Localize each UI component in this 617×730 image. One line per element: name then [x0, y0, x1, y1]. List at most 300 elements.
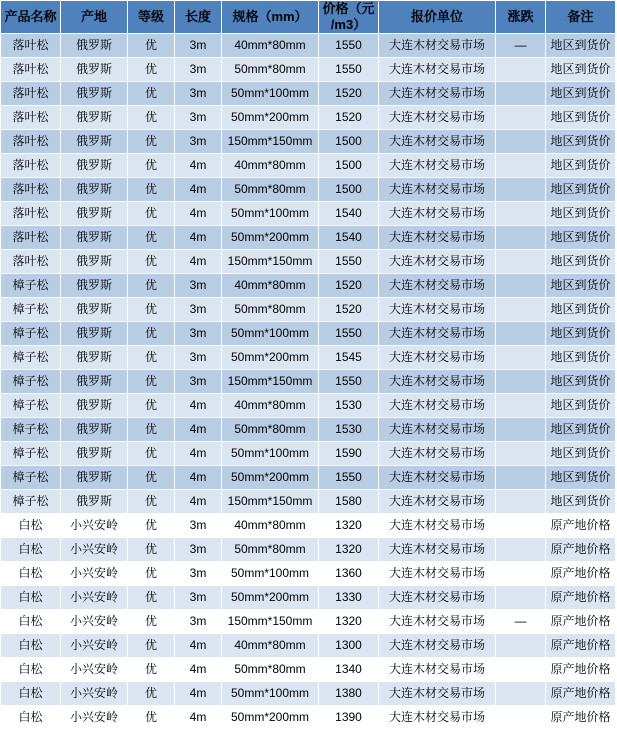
cell-product-name: 落叶松 [1, 58, 61, 82]
cell-price: 1540 [319, 226, 379, 250]
cell-length: 4m [175, 226, 222, 250]
cell-origin: 俄罗斯 [61, 466, 128, 490]
cell-origin: 小兴安岭 [61, 658, 128, 682]
cell-origin: 俄罗斯 [61, 346, 128, 370]
cell-product-name: 落叶松 [1, 226, 61, 250]
cell-price: 1520 [319, 298, 379, 322]
cell-price: 1590 [319, 442, 379, 466]
cell-specification: 50mm*200mm [222, 106, 319, 130]
column-header-text: 涨跌 [507, 9, 534, 24]
cell-price: 1390 [319, 706, 379, 730]
cell-length: 4m [175, 706, 222, 730]
cell-change [496, 514, 546, 538]
cell-price: 1500 [319, 178, 379, 202]
cell-product-name: 白松 [1, 706, 61, 730]
cell-length: 3m [175, 514, 222, 538]
cell-product-name: 樟子松 [1, 346, 61, 370]
cell-quote-unit: 大连木材交易市场 [379, 610, 496, 634]
cell-origin: 小兴安岭 [61, 538, 128, 562]
cell-remark: 原产地价格 [546, 706, 616, 730]
cell-specification: 50mm*200mm [222, 466, 319, 490]
cell-product-name: 白松 [1, 634, 61, 658]
cell-remark: 地区到货价 [546, 34, 616, 58]
cell-price: 1545 [319, 346, 379, 370]
cell-product-name: 落叶松 [1, 202, 61, 226]
cell-product-name: 落叶松 [1, 82, 61, 106]
cell-product-name: 白松 [1, 514, 61, 538]
cell-quote-unit: 大连木材交易市场 [379, 58, 496, 82]
cell-change [496, 706, 546, 730]
cell-grade: 优 [128, 586, 175, 610]
table-row [1, 250, 616, 274]
cell-remark: 地区到货价 [546, 322, 616, 346]
column-header-text: 备注 [567, 9, 594, 24]
cell-origin: 俄罗斯 [61, 178, 128, 202]
column-header-grade [128, 1, 175, 34]
cell-specification: 50mm*80mm [222, 58, 319, 82]
cell-specification: 50mm*100mm [222, 682, 319, 706]
table-row [1, 106, 616, 130]
column-header-text: 等级 [137, 9, 164, 24]
cell-grade: 优 [128, 538, 175, 562]
cell-product-name: 落叶松 [1, 106, 61, 130]
cell-remark: 地区到货价 [546, 178, 616, 202]
cell-specification: 50mm*100mm [222, 562, 319, 586]
cell-change [496, 322, 546, 346]
cell-length: 3m [175, 58, 222, 82]
column-header-quote-unit [379, 1, 496, 34]
cell-specification: 50mm*200mm [222, 706, 319, 730]
cell-change [496, 394, 546, 418]
cell-change: — [496, 610, 546, 634]
cell-price: 1380 [319, 682, 379, 706]
column-header-length [175, 1, 222, 34]
table-row [1, 442, 616, 466]
cell-grade: 优 [128, 130, 175, 154]
cell-product-name: 樟子松 [1, 274, 61, 298]
cell-length: 3m [175, 106, 222, 130]
cell-origin: 小兴安岭 [61, 706, 128, 730]
cell-length: 3m [175, 562, 222, 586]
cell-grade: 优 [128, 322, 175, 346]
cell-change [496, 466, 546, 490]
cell-remark: 地区到货价 [546, 394, 616, 418]
cell-quote-unit: 大连木材交易市场 [379, 226, 496, 250]
cell-remark: 原产地价格 [546, 634, 616, 658]
cell-remark: 地区到货价 [546, 154, 616, 178]
cell-length: 4m [175, 154, 222, 178]
cell-length: 3m [175, 322, 222, 346]
cell-price: 1550 [319, 34, 379, 58]
cell-specification: 40mm*80mm [222, 514, 319, 538]
cell-change [496, 658, 546, 682]
cell-change [496, 82, 546, 106]
cell-grade: 优 [128, 682, 175, 706]
cell-grade: 优 [128, 370, 175, 394]
cell-length: 3m [175, 586, 222, 610]
cell-quote-unit: 大连木材交易市场 [379, 490, 496, 514]
cell-origin: 俄罗斯 [61, 154, 128, 178]
cell-specification: 50mm*80mm [222, 418, 319, 442]
table-row [1, 370, 616, 394]
table-row [1, 34, 616, 58]
column-header-price [319, 1, 379, 34]
cell-length: 3m [175, 130, 222, 154]
cell-origin: 俄罗斯 [61, 130, 128, 154]
cell-change [496, 634, 546, 658]
cell-origin: 俄罗斯 [61, 202, 128, 226]
cell-product-name: 白松 [1, 658, 61, 682]
cell-specification: 50mm*80mm [222, 658, 319, 682]
column-header-text: 规格（mm） [232, 9, 308, 24]
table-row [1, 346, 616, 370]
table-row [1, 514, 616, 538]
cell-grade: 优 [128, 490, 175, 514]
cell-origin: 俄罗斯 [61, 58, 128, 82]
cell-grade: 优 [128, 58, 175, 82]
cell-origin: 俄罗斯 [61, 106, 128, 130]
cell-grade: 优 [128, 178, 175, 202]
cell-origin: 俄罗斯 [61, 82, 128, 106]
cell-quote-unit: 大连木材交易市场 [379, 370, 496, 394]
cell-grade: 优 [128, 466, 175, 490]
cell-quote-unit: 大连木材交易市场 [379, 298, 496, 322]
cell-product-name: 落叶松 [1, 178, 61, 202]
cell-origin: 小兴安岭 [61, 610, 128, 634]
cell-price: 1320 [319, 610, 379, 634]
cell-change [496, 490, 546, 514]
column-header-text-secondary: /m3） [330, 17, 367, 32]
cell-product-name: 落叶松 [1, 154, 61, 178]
cell-quote-unit: 大连木材交易市场 [379, 682, 496, 706]
cell-specification: 150mm*150mm [222, 250, 319, 274]
cell-price: 1520 [319, 106, 379, 130]
table-row [1, 658, 616, 682]
table-row [1, 58, 616, 82]
cell-grade: 优 [128, 442, 175, 466]
cell-remark: 地区到货价 [546, 130, 616, 154]
cell-quote-unit: 大连木材交易市场 [379, 34, 496, 58]
cell-origin: 俄罗斯 [61, 394, 128, 418]
table-row [1, 682, 616, 706]
cell-change [496, 250, 546, 274]
cell-origin: 俄罗斯 [61, 226, 128, 250]
table-row [1, 610, 616, 634]
table-row [1, 634, 616, 658]
cell-remark: 地区到货价 [546, 82, 616, 106]
cell-origin: 俄罗斯 [61, 442, 128, 466]
table-row [1, 490, 616, 514]
cell-product-name: 落叶松 [1, 34, 61, 58]
cell-grade: 优 [128, 418, 175, 442]
cell-grade: 优 [128, 298, 175, 322]
cell-remark: 地区到货价 [546, 442, 616, 466]
cell-remark: 地区到货价 [546, 490, 616, 514]
table-row [1, 178, 616, 202]
cell-change [496, 538, 546, 562]
cell-length: 4m [175, 466, 222, 490]
table-row [1, 706, 616, 730]
cell-price: 1550 [319, 322, 379, 346]
cell-specification: 150mm*150mm [222, 130, 319, 154]
cell-product-name: 白松 [1, 586, 61, 610]
cell-quote-unit: 大连木材交易市场 [379, 178, 496, 202]
cell-quote-unit: 大连木材交易市场 [379, 538, 496, 562]
cell-origin: 俄罗斯 [61, 490, 128, 514]
column-header-text: 报价单位 [410, 9, 463, 24]
table-row [1, 274, 616, 298]
cell-product-name: 白松 [1, 682, 61, 706]
cell-change [496, 562, 546, 586]
cell-grade: 优 [128, 34, 175, 58]
cell-change [496, 178, 546, 202]
cell-change [496, 346, 546, 370]
cell-change [496, 226, 546, 250]
column-header-text: 价格（元 [322, 1, 375, 16]
cell-specification: 50mm*100mm [222, 202, 319, 226]
cell-price: 1340 [319, 658, 379, 682]
cell-grade: 优 [128, 346, 175, 370]
table-row [1, 586, 616, 610]
cell-quote-unit: 大连木材交易市场 [379, 418, 496, 442]
cell-remark: 地区到货价 [546, 418, 616, 442]
cell-price: 1520 [319, 274, 379, 298]
cell-price: 1550 [319, 370, 379, 394]
cell-product-name: 樟子松 [1, 418, 61, 442]
cell-grade: 优 [128, 202, 175, 226]
cell-price: 1530 [319, 394, 379, 418]
cell-grade: 优 [128, 82, 175, 106]
cell-change [496, 418, 546, 442]
table-header [1, 1, 616, 34]
cell-specification: 40mm*80mm [222, 154, 319, 178]
cell-specification: 40mm*80mm [222, 634, 319, 658]
cell-origin: 俄罗斯 [61, 298, 128, 322]
table-row [1, 202, 616, 226]
column-header-text: 长度 [184, 9, 211, 24]
column-header-change [496, 1, 546, 34]
cell-grade: 优 [128, 634, 175, 658]
cell-length: 3m [175, 538, 222, 562]
cell-price: 1530 [319, 418, 379, 442]
cell-quote-unit: 大连木材交易市场 [379, 346, 496, 370]
cell-price: 1320 [319, 514, 379, 538]
cell-remark: 地区到货价 [546, 106, 616, 130]
cell-grade: 优 [128, 562, 175, 586]
column-header-remark [546, 1, 616, 34]
cell-specification: 50mm*200mm [222, 586, 319, 610]
cell-remark: 地区到货价 [546, 250, 616, 274]
cell-specification: 40mm*80mm [222, 394, 319, 418]
cell-length: 4m [175, 442, 222, 466]
cell-remark: 原产地价格 [546, 586, 616, 610]
cell-grade: 优 [128, 226, 175, 250]
cell-price: 1550 [319, 250, 379, 274]
cell-length: 3m [175, 298, 222, 322]
cell-specification: 50mm*80mm [222, 538, 319, 562]
cell-remark: 原产地价格 [546, 658, 616, 682]
cell-length: 4m [175, 394, 222, 418]
cell-product-name: 樟子松 [1, 370, 61, 394]
cell-change [496, 442, 546, 466]
table-row [1, 562, 616, 586]
cell-specification: 50mm*100mm [222, 322, 319, 346]
table-row [1, 130, 616, 154]
cell-change [496, 274, 546, 298]
cell-quote-unit: 大连木材交易市场 [379, 154, 496, 178]
cell-specification: 150mm*150mm [222, 490, 319, 514]
cell-change [496, 586, 546, 610]
cell-change [496, 202, 546, 226]
cell-origin: 俄罗斯 [61, 250, 128, 274]
cell-remark: 原产地价格 [546, 562, 616, 586]
cell-length: 4m [175, 418, 222, 442]
cell-specification: 50mm*80mm [222, 178, 319, 202]
cell-price: 1330 [319, 586, 379, 610]
cell-length: 3m [175, 274, 222, 298]
cell-change [496, 106, 546, 130]
cell-specification: 50mm*100mm [222, 442, 319, 466]
table-row [1, 418, 616, 442]
cell-remark: 地区到货价 [546, 370, 616, 394]
cell-remark: 原产地价格 [546, 610, 616, 634]
cell-origin: 俄罗斯 [61, 274, 128, 298]
table-row [1, 226, 616, 250]
cell-specification: 40mm*80mm [222, 34, 319, 58]
cell-specification: 50mm*200mm [222, 346, 319, 370]
cell-grade: 优 [128, 274, 175, 298]
cell-product-name: 落叶松 [1, 130, 61, 154]
cell-price: 1360 [319, 562, 379, 586]
cell-product-name: 樟子松 [1, 298, 61, 322]
cell-price: 1500 [319, 154, 379, 178]
column-header-text: 产地 [80, 9, 107, 24]
cell-change [496, 298, 546, 322]
cell-product-name: 樟子松 [1, 442, 61, 466]
cell-change [496, 370, 546, 394]
column-header-origin [61, 1, 128, 34]
table-row [1, 466, 616, 490]
cell-length: 4m [175, 490, 222, 514]
cell-origin: 小兴安岭 [61, 514, 128, 538]
cell-length: 4m [175, 250, 222, 274]
cell-length: 3m [175, 82, 222, 106]
cell-length: 4m [175, 178, 222, 202]
table-row [1, 82, 616, 106]
cell-specification: 50mm*100mm [222, 82, 319, 106]
table-row [1, 394, 616, 418]
cell-product-name: 樟子松 [1, 466, 61, 490]
cell-remark: 地区到货价 [546, 58, 616, 82]
cell-length: 3m [175, 34, 222, 58]
cell-change [496, 682, 546, 706]
cell-remark: 原产地价格 [546, 514, 616, 538]
cell-product-name: 樟子松 [1, 490, 61, 514]
cell-origin: 小兴安岭 [61, 634, 128, 658]
table-row [1, 538, 616, 562]
cell-grade: 优 [128, 658, 175, 682]
cell-grade: 优 [128, 106, 175, 130]
cell-grade: 优 [128, 514, 175, 538]
cell-product-name: 白松 [1, 562, 61, 586]
cell-product-name: 樟子松 [1, 322, 61, 346]
table-row [1, 298, 616, 322]
cell-change [496, 154, 546, 178]
cell-remark: 地区到货价 [546, 298, 616, 322]
cell-origin: 小兴安岭 [61, 586, 128, 610]
cell-origin: 小兴安岭 [61, 682, 128, 706]
cell-grade: 优 [128, 706, 175, 730]
table-row [1, 322, 616, 346]
cell-length: 4m [175, 634, 222, 658]
cell-price: 1500 [319, 130, 379, 154]
cell-quote-unit: 大连木材交易市场 [379, 322, 496, 346]
cell-specification: 50mm*200mm [222, 226, 319, 250]
cell-quote-unit: 大连木材交易市场 [379, 202, 496, 226]
cell-product-name: 落叶松 [1, 250, 61, 274]
column-header-product-name [1, 1, 61, 34]
cell-product-name: 樟子松 [1, 394, 61, 418]
cell-price: 1550 [319, 58, 379, 82]
cell-origin: 小兴安岭 [61, 562, 128, 586]
cell-quote-unit: 大连木材交易市场 [379, 634, 496, 658]
cell-quote-unit: 大连木材交易市场 [379, 466, 496, 490]
cell-quote-unit: 大连木材交易市场 [379, 274, 496, 298]
cell-remark: 原产地价格 [546, 538, 616, 562]
cell-grade: 优 [128, 154, 175, 178]
cell-price: 1300 [319, 634, 379, 658]
cell-price: 1320 [319, 538, 379, 562]
cell-specification: 40mm*80mm [222, 274, 319, 298]
cell-length: 3m [175, 346, 222, 370]
cell-grade: 优 [128, 394, 175, 418]
column-header-specification [222, 1, 319, 34]
cell-origin: 俄罗斯 [61, 322, 128, 346]
cell-quote-unit: 大连木材交易市场 [379, 586, 496, 610]
cell-remark: 地区到货价 [546, 274, 616, 298]
cell-specification: 150mm*150mm [222, 610, 319, 634]
cell-quote-unit: 大连木材交易市场 [379, 82, 496, 106]
cell-length: 3m [175, 610, 222, 634]
table-row [1, 154, 616, 178]
cell-quote-unit: 大连木材交易市场 [379, 562, 496, 586]
table-header-row [1, 1, 616, 34]
cell-specification: 50mm*80mm [222, 298, 319, 322]
cell-quote-unit: 大连木材交易市场 [379, 706, 496, 730]
cell-grade: 优 [128, 250, 175, 274]
cell-change [496, 130, 546, 154]
cell-quote-unit: 大连木材交易市场 [379, 514, 496, 538]
cell-change [496, 58, 546, 82]
cell-remark: 原产地价格 [546, 682, 616, 706]
cell-quote-unit: 大连木材交易市场 [379, 130, 496, 154]
cell-origin: 俄罗斯 [61, 418, 128, 442]
cell-length: 4m [175, 658, 222, 682]
cell-price: 1520 [319, 82, 379, 106]
cell-quote-unit: 大连木材交易市场 [379, 442, 496, 466]
cell-length: 3m [175, 370, 222, 394]
cell-origin: 俄罗斯 [61, 370, 128, 394]
cell-remark: 地区到货价 [546, 466, 616, 490]
cell-price: 1580 [319, 490, 379, 514]
cell-origin: 俄罗斯 [61, 34, 128, 58]
cell-price: 1540 [319, 202, 379, 226]
cell-quote-unit: 大连木材交易市场 [379, 106, 496, 130]
cell-product-name: 白松 [1, 538, 61, 562]
cell-remark: 地区到货价 [546, 346, 616, 370]
cell-specification: 150mm*150mm [222, 370, 319, 394]
cell-price: 1550 [319, 466, 379, 490]
